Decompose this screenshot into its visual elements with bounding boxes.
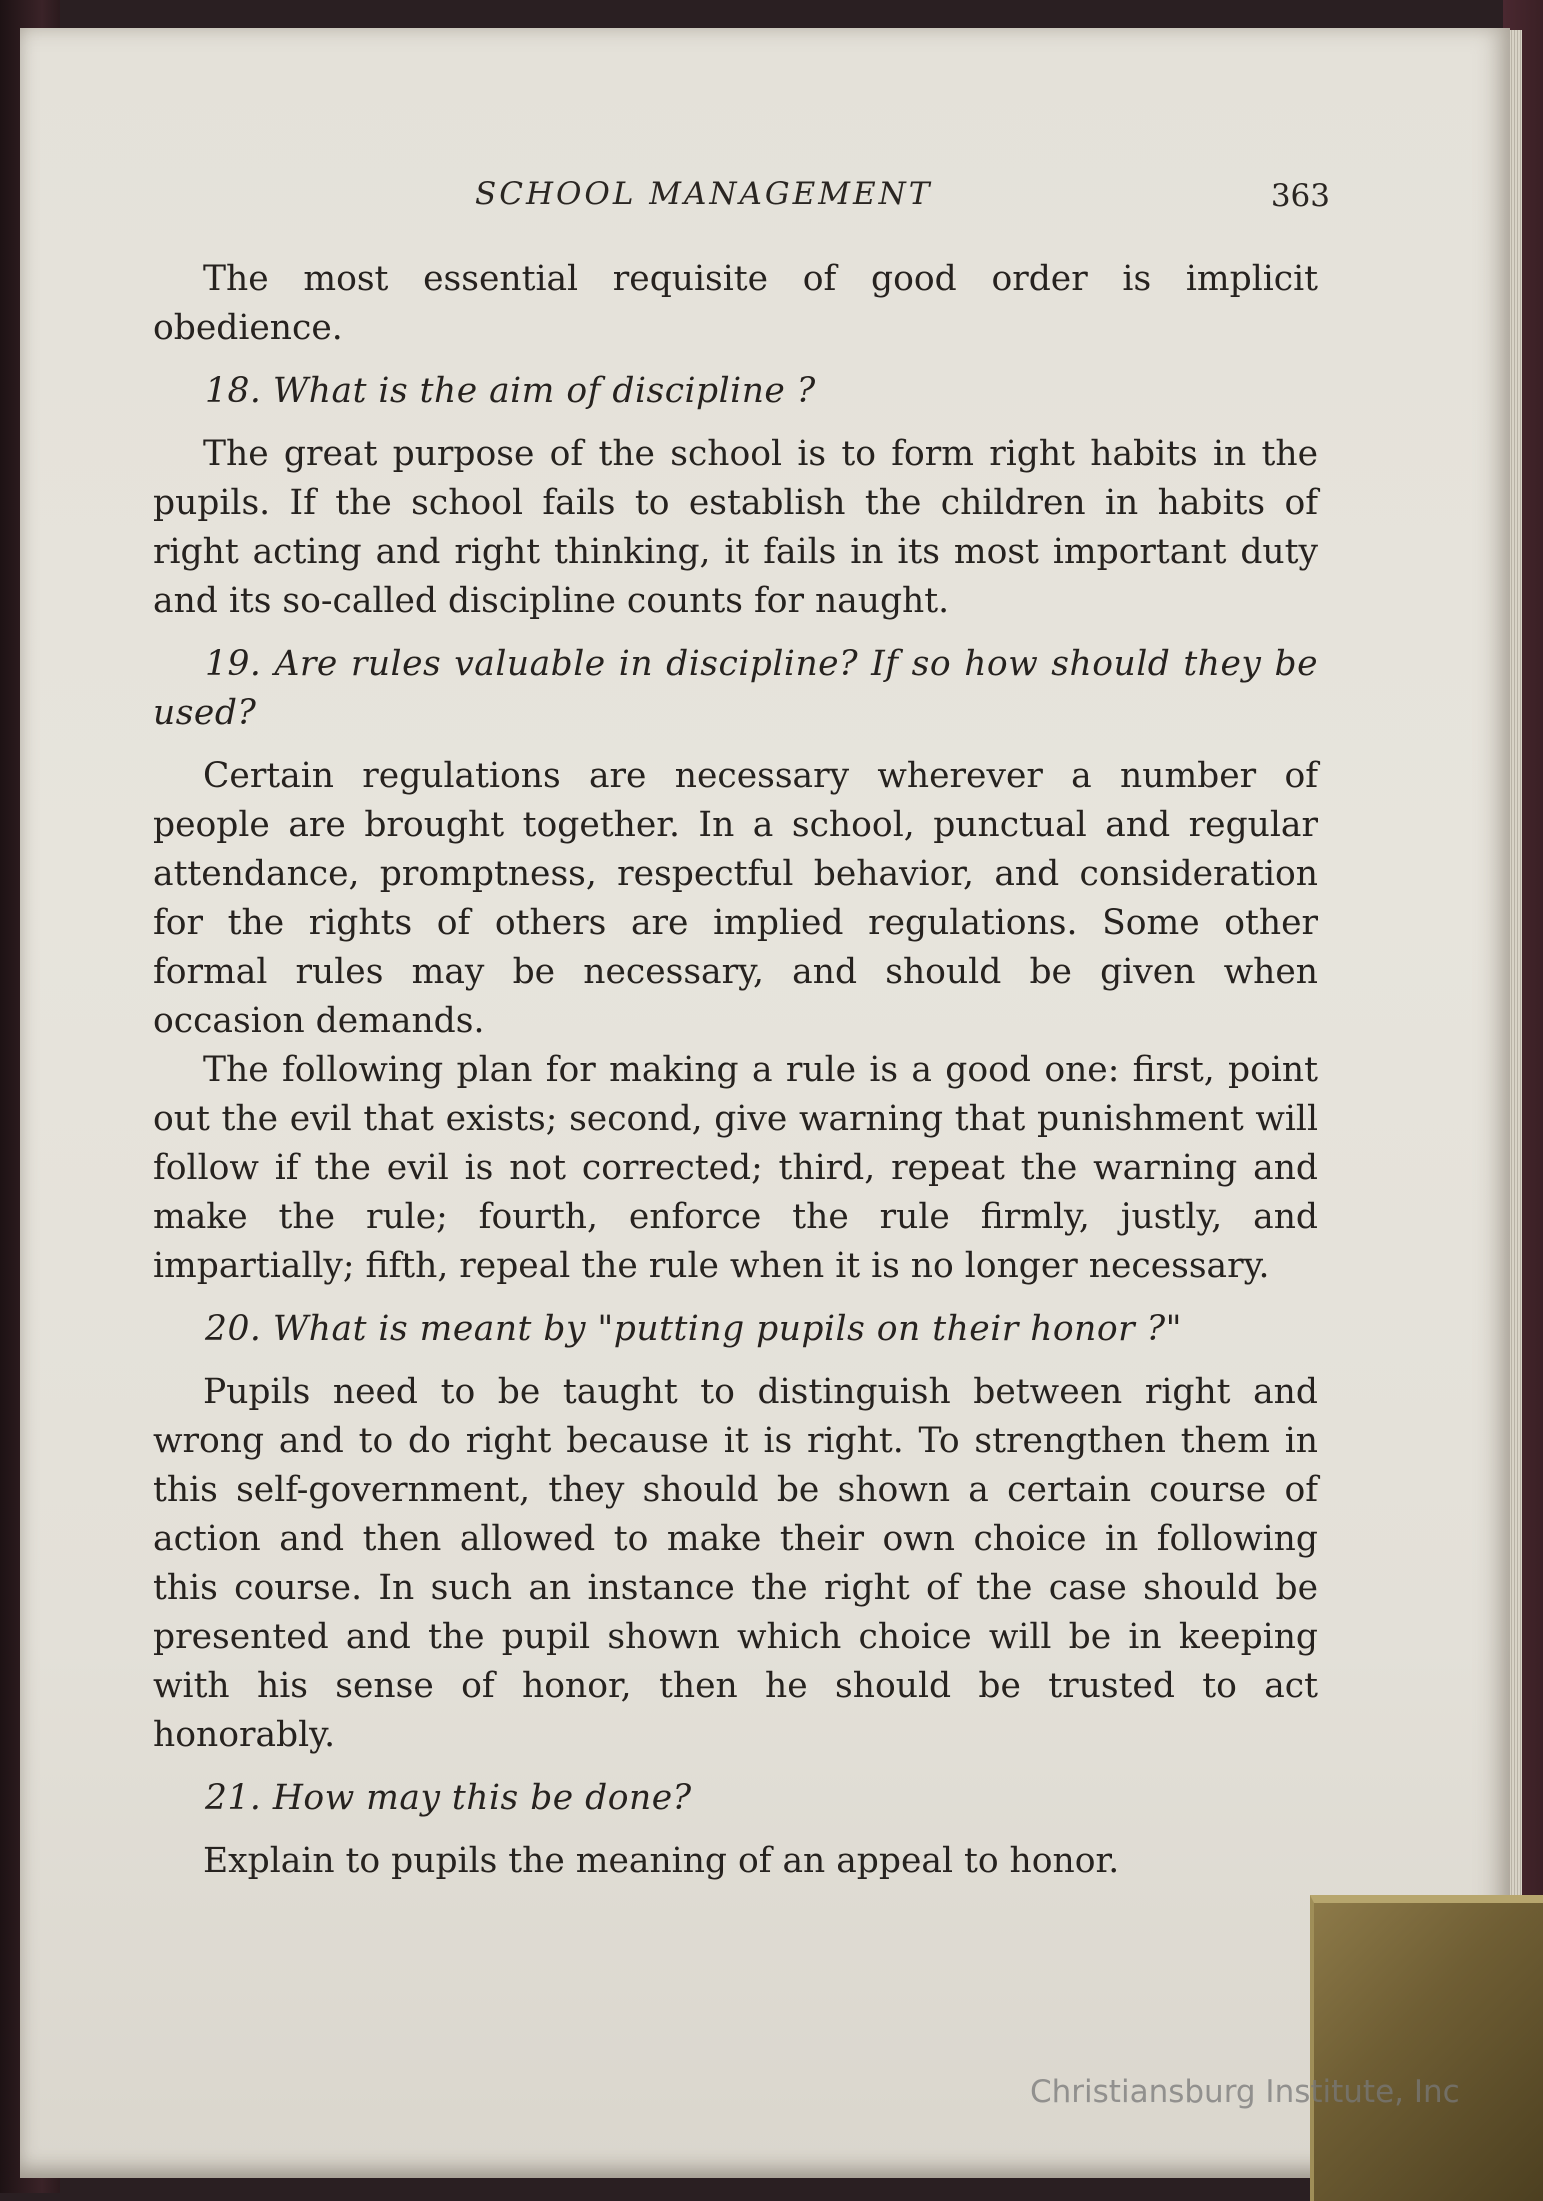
question-18: 18. What is the aim of discipline ?	[205, 371, 816, 411]
question-20: 20. What is meant by "putting pupils on their honor ?"	[205, 1309, 1182, 1349]
ribbon-bookmark	[1310, 1895, 1543, 2201]
answer-19-paragraph-1: Certain regulations are necessary wherever a number of people are brought together. In a school, punctual and regular attendance, promptness, respectful behavior, and consideration for the rights of others are implied regulations. Some other formal rules may be necessary, and should be given when occasion demands.	[153, 756, 1318, 1041]
page-body	[153, 255, 1318, 1886]
paragraph-intro: The most essential requisite of good order is implicit obedience.	[153, 259, 1318, 348]
page-number: 363	[1270, 178, 1330, 214]
question-19: 19. Are rules valuable in discipline? If so how should they be used?	[153, 644, 1318, 733]
answer-20: Pupils need to be taught to distinguish between right and wrong and to do right because it is right. To strengthen them in this self-government, they should be shown a certain course of action and then allowed to make their own choice in following this course. In such an instance the right of the case should be presented and the pupil shown which choice will be in keeping with his sense of honor, then he should be trusted to act honorably.	[153, 1372, 1318, 1755]
watermark: Christiansburg Institute, Inc	[1030, 2074, 1460, 2110]
page-header	[150, 170, 1330, 230]
question-21: 21. How may this be done?	[205, 1778, 692, 1818]
answer-21: Explain to pupils the meaning of an appeal to honor.	[203, 1841, 1120, 1881]
answer-18: The great purpose of the school is to form right habits in the pupils. If the school fails to establish the children in habits of right acting and right thinking, it fails in its most important duty and its so-called discipline counts for naught.	[153, 434, 1318, 621]
answer-19-paragraph-2: The following plan for making a rule is a good one: first, point out the evil that exists; second, give warning that punishment will follow if the evil is not corrected; third, repeat the warning and make the rule; fourth, enforce the rule firmly, justly, and impartially; fifth, repeal the rule when it is no longer necessary.	[153, 1050, 1318, 1286]
running-head: SCHOOL MANAGEMENT	[475, 176, 933, 212]
